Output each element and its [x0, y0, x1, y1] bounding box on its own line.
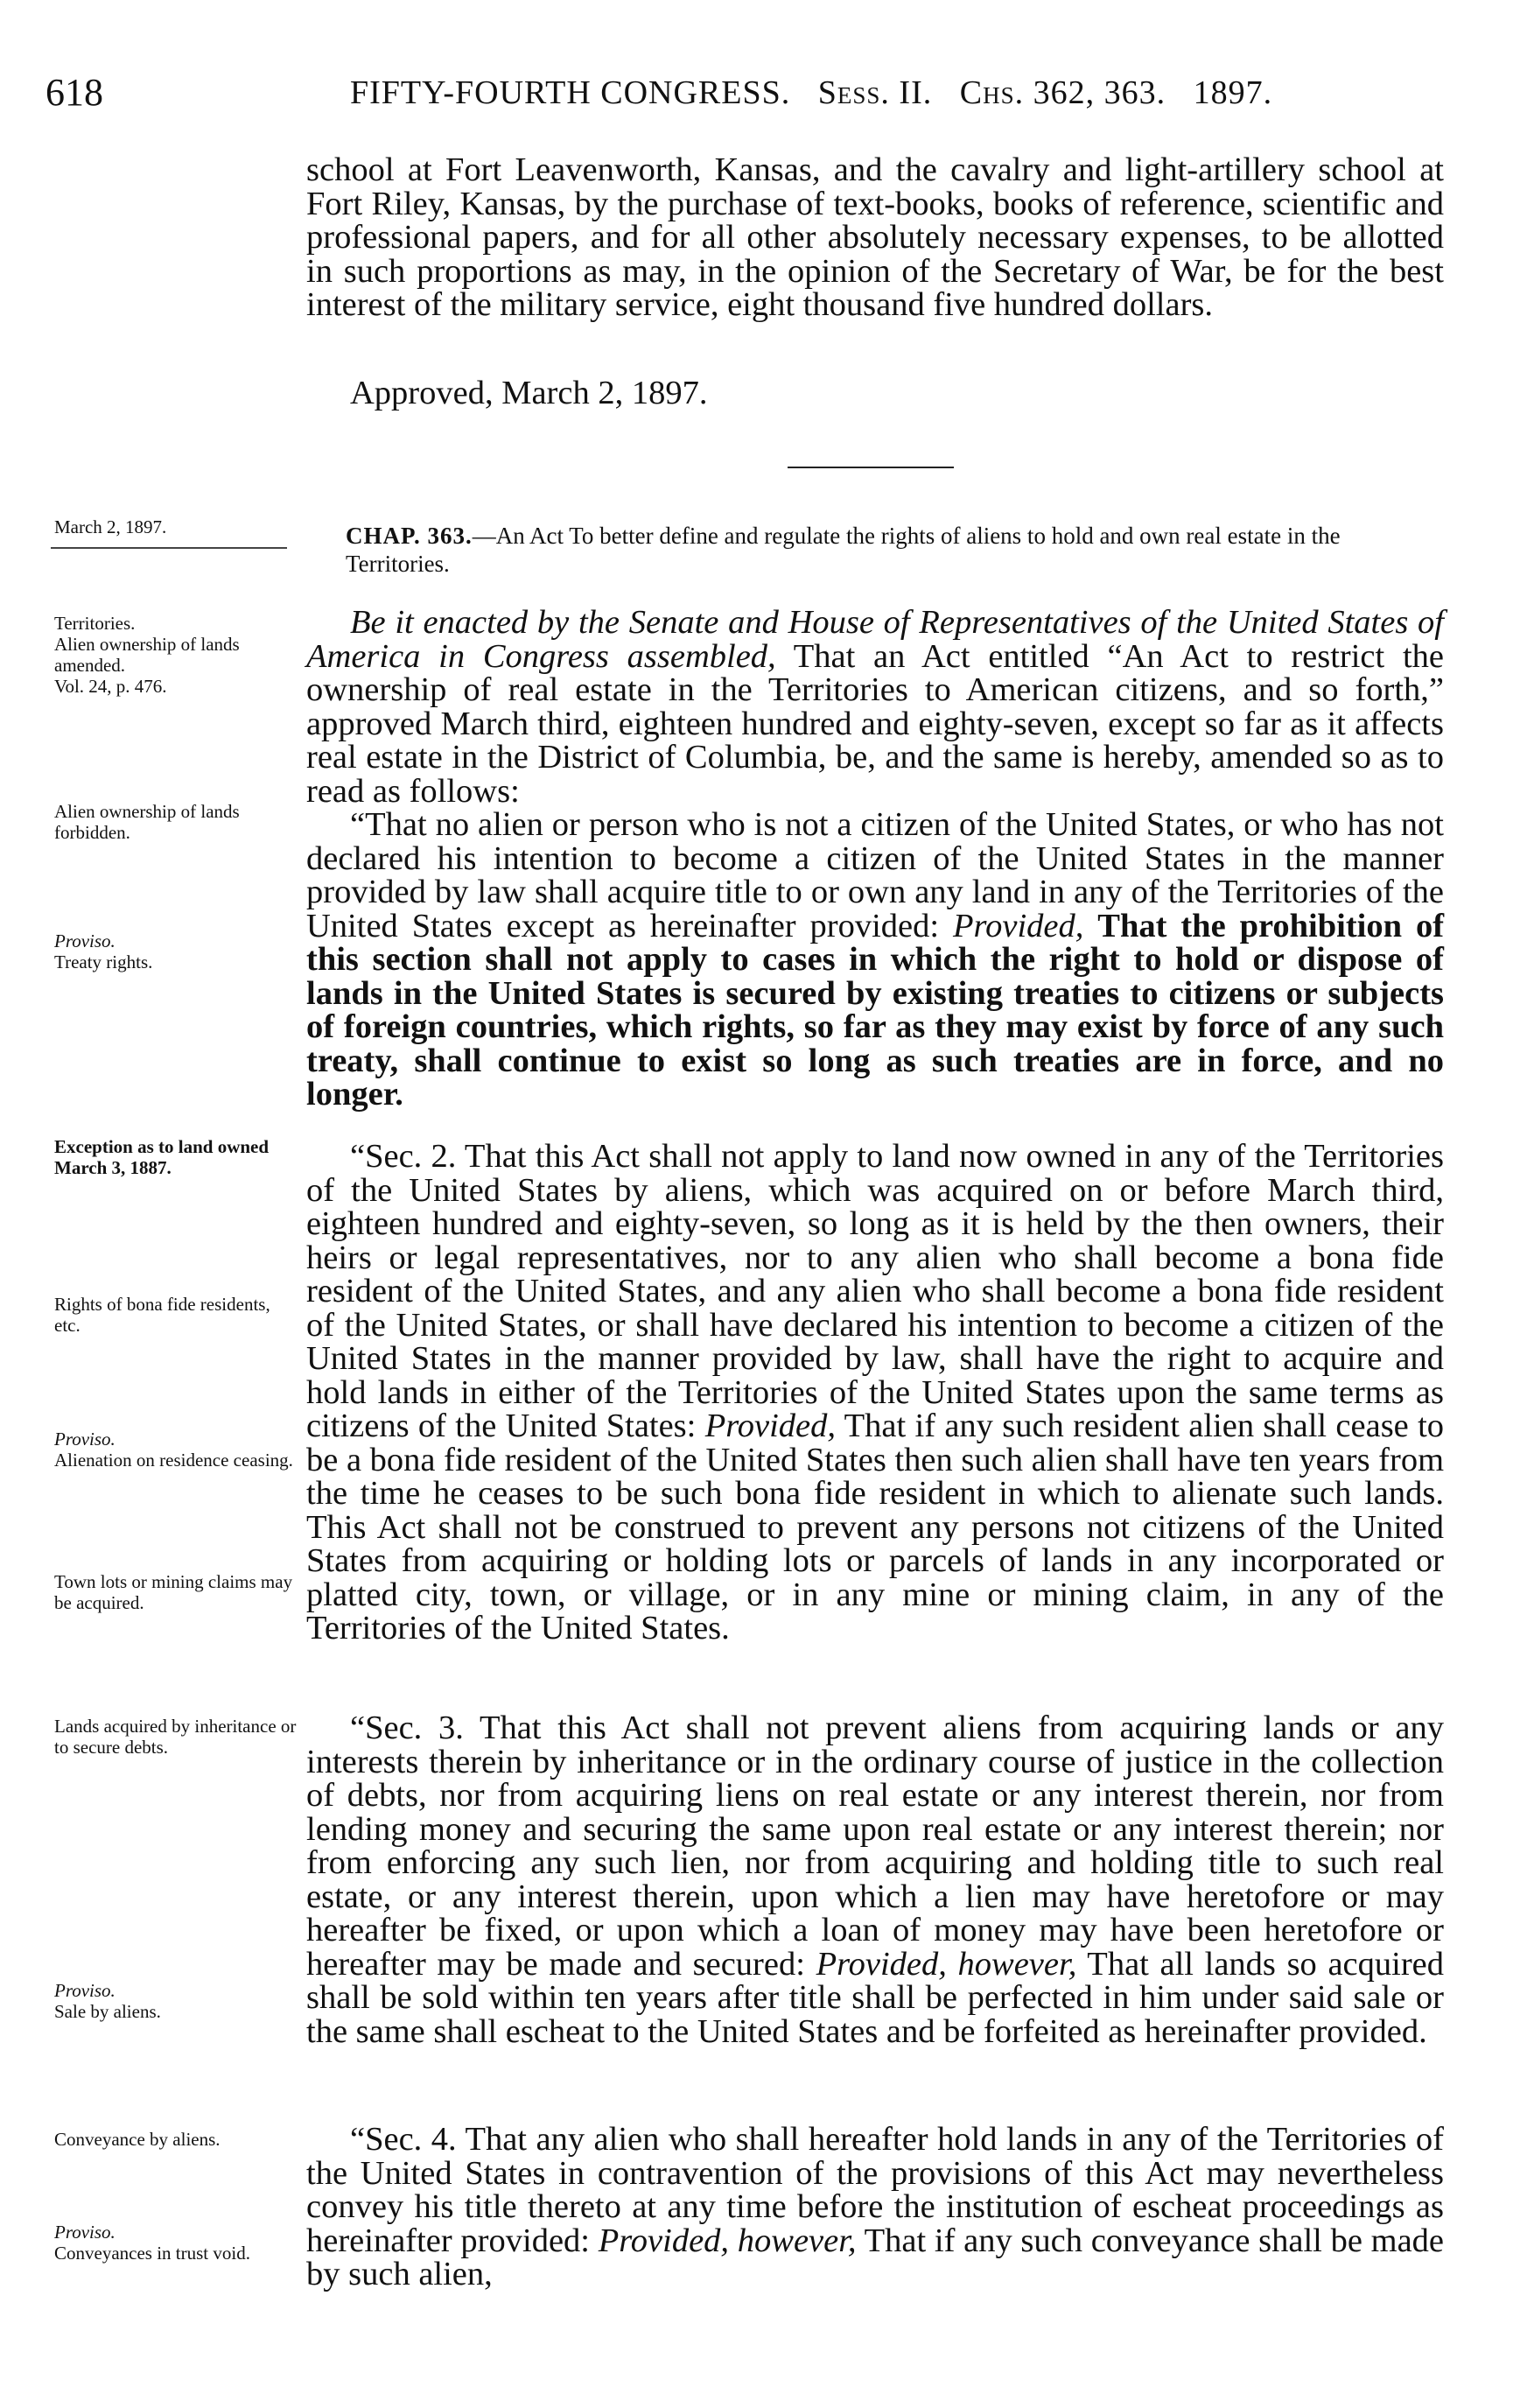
section-3-proviso: That all lands so acquired shall be sold within ten years after title shall be perfected in him under said sale or the same shall escheat to the United States and be forfeited as hereinafter provided.: [306, 1945, 1444, 2050]
page-number: 618: [46, 71, 103, 114]
section-4-text: “Sec. 4. That any alien who shall hereafter hold lands in any of the Territories of the United States in contravention of the provisions of this Act may nevertheless convey his title thereto at any time before the institution of escheat proceedings as hereinafter provided:: [306, 2121, 1444, 2259]
margin-note-treaty: Proviso. Treaty rights.: [54, 930, 153, 973]
chapter-label: CHAP. 363.: [346, 523, 473, 549]
enacting-paragraph: [306, 606, 1444, 808]
approved-line: Approved, March 2, 1897.: [350, 375, 708, 411]
year-label: 1897.: [1193, 74, 1273, 111]
proviso-word: Provided,: [953, 907, 1084, 944]
margin-note-inheritance: Lands acquired by inheritance or to secure debts.: [54, 1716, 297, 1759]
date-rule: [51, 547, 287, 549]
section-4-proviso: That if any such conveyance shall be made by such alien,: [306, 2222, 1445, 2292]
section-1-body: “That no alien or person who is not a citizen of the United States, or who has not declared his intention to become a citizen of the United States in the manner provided by law shall acquire title to or own any land in any of the Territories of the United States except as hereinafter provided: Provided, That the prohibition of this section shall not apply to cases in which the right to hold or dispose of lands in the United States is secured by existing treaties to citizens or subjects of foreign countries, which rights, so far as they may exist by force of any such treaty, shall continue to exist so long as such treaties are in force, and no longer.: [306, 806, 1445, 1113]
margin-note-exception: Exception as to land owned March 3, 1887.: [54, 1136, 270, 1179]
page-header: [0, 70, 1513, 123]
section-2-proviso: That if any such resident alien shall cease to be a bona fide resident of the United States then such alien shall have ten years from the time he ceases to be such bona fide resident in which to alienate such lands. This Act shall not be construed to prevent any persons not citizens of the United States from acquiring or holding lots or parcels of lands in any incorporated or platted city, town, or village, or in any mine or mining claim, in any of the Territories of the United States.: [306, 1408, 1445, 1646]
margin-note-bona-fide: Rights of bona fide residents, etc.: [54, 1294, 270, 1337]
margin-note-conveyance: Conveyance by aliens.: [54, 2129, 221, 2150]
date-note: March 2, 1897.: [54, 516, 167, 537]
section-2: [306, 1140, 1444, 1646]
enacting-clause: Be it enacted by the Senate and House of Representatives of the United States of America in Congress assembled,: [306, 604, 1444, 675]
margin-note-territories: Territories. Alien ownership of lands amended. Vol. 24, p. 476.: [35, 613, 298, 698]
chapter-title: —An Act To better define and regulate the rights of aliens to hold and own real estate in the Territories.: [346, 523, 1341, 578]
section-divider: [788, 467, 954, 468]
margin-note-trust-void: Proviso. Conveyances in trust void.: [54, 2222, 250, 2264]
section-1-intro: That an Act entitled “An Act to restrict the ownership of real estate in the Territories to American citizens, and so forth,” approved March third, eighteen hundred and eighty-seven, except so far as it affects real estate in the District of Columbia, be, and the same is hereby, amended so as to read as follows:: [306, 637, 1444, 810]
chapter-heading: [346, 522, 1444, 579]
proviso-however-2: Provided, however,: [598, 2222, 857, 2259]
proviso-word-2: Provided,: [704, 1408, 837, 1444]
margin-note-vol: Vol. 24, p. 476.: [54, 676, 167, 698]
margin-note-forbidden: Alien ownership of lands forbidden.: [54, 801, 240, 844]
section-3: [306, 1711, 1444, 2048]
session-label: Sess. II.: [817, 74, 933, 111]
chapters-label: Chs. 362, 363.: [959, 74, 1166, 111]
section-1-proviso: That the prohibition of this section shall not apply to cases in which the right to hold or dispose of lands in the United States is secured by existing treaties to citizens or subjects of foreign countries, which rights, so far as they may exist by force of any such treaty, shall continue to exist so long as such treaties are in force, and no longer.: [306, 907, 1445, 1113]
section-2-text: “Sec. 2. That this Act shall not apply to land now owned in any of the Territories of the United States by aliens, which was acquired on or before March third, eighteen hundred and eighty-seven, so long as it is held by the then owners, their heirs or legal representatives, nor to any alien who shall become a bona fide resident of the United States, and any alien who shall become a bona fide resident of the United States, or shall have declared his intention to become a citizen of the United States in the manner provided by law, shall have the right to acquire and hold lands in either of the Territories of the United States upon the same terms as citizens of the United States:: [306, 1138, 1444, 1444]
margin-note-sale: Proviso. Sale by aliens.: [54, 1980, 161, 2023]
margin-note-alien-amended: Alien ownership of lands amended.: [54, 634, 240, 677]
section-4: [306, 2123, 1444, 2292]
margin-note-town-lots: Town lots or mining claims may be acquired.: [54, 1571, 293, 1614]
running-title: [350, 74, 1272, 112]
section-3-text: “Sec. 3. That this Act shall not prevent aliens from acquiring lands or any interests therein by inheritance or in the ordinary course of justice in the collection of debts, nor from acquiring liens on real estate or any interest therein, nor from lending money and securing the same upon real estate or any interest therein; nor from enforcing any such lien, nor from acquiring and holding title to such real estate, or any interest therein, upon which a lien may have heretofore or may hereafter be fixed, or upon which a loan of money may have been heretofore or hereafter may be made and secured:: [306, 1709, 1444, 1983]
section-1: [306, 606, 1444, 1112]
congress-title: FIFTY-FOURTH CONGRESS.: [350, 74, 791, 111]
margin-note-alienation: Proviso. Alienation on residence ceasing.: [54, 1429, 293, 1471]
proviso-however: Provided, however,: [816, 1945, 1077, 1983]
intro-paragraph: school at Fort Leavenworth, Kansas, and the cavalry and light-artillery school at Fort Riley, Kansas, by the purchase of text-books, books of reference, scientific and professional papers, and for all other absolutely necessary expenses, to be allotted in such proportions as may, in the opinion of the Secretary of War, be for the best interest of the military service, eight thousand five hundred dollars.: [306, 151, 1444, 323]
